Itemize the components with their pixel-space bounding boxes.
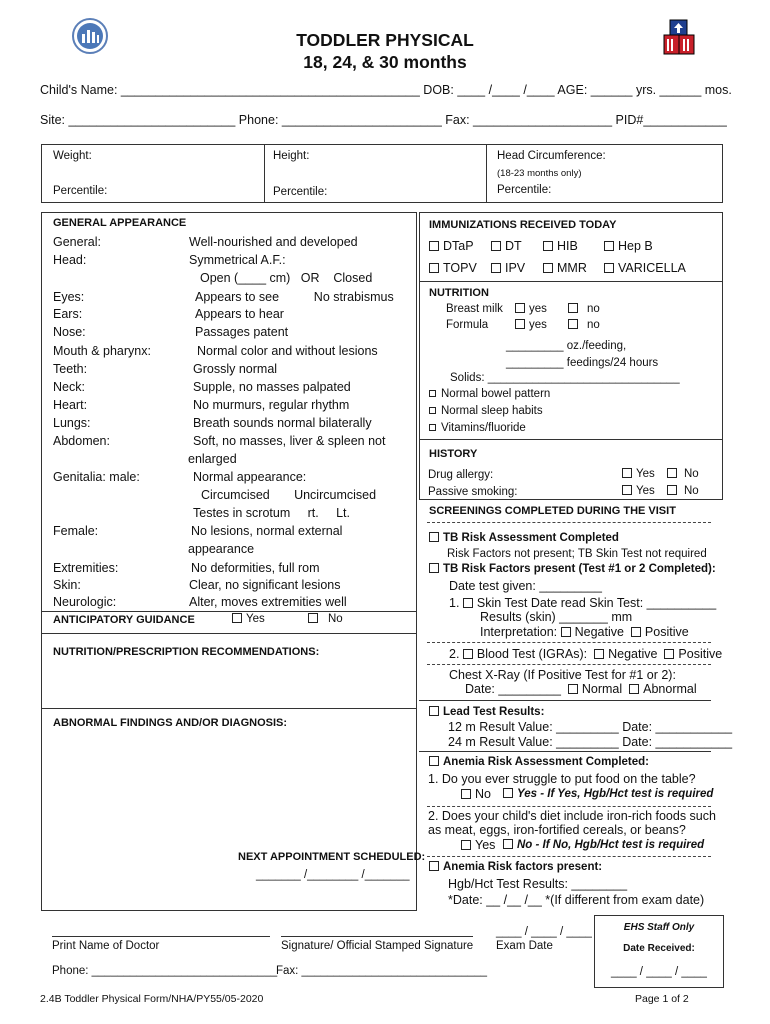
page-number: Page 1 of 2 bbox=[635, 993, 689, 1005]
row-value-genitalia-male[interactable]: Normal appearance: bbox=[193, 470, 307, 484]
checkbox-icon[interactable] bbox=[429, 756, 439, 766]
row-value-skin[interactable]: Clear, no significant lesions bbox=[189, 578, 341, 592]
checkbox-icon[interactable] bbox=[463, 598, 473, 608]
tb-assessment-completed[interactable]: TB Risk Assessment Completed bbox=[429, 532, 619, 544]
passive-smoking-label: Passive smoking: bbox=[428, 486, 518, 498]
anemia-risk-factors-present[interactable]: Anemia Risk factors present: bbox=[429, 861, 602, 873]
abnormal-findings-label[interactable]: ABNORMAL FINDINGS AND/OR DIAGNOSIS: bbox=[53, 717, 288, 729]
drug-allergy-yes[interactable]: Yes bbox=[622, 468, 655, 480]
nutrition-heading: NUTRITION bbox=[429, 287, 489, 299]
hgb-hct-results[interactable]: Hgb/Hct Test Results: ________ bbox=[448, 877, 628, 891]
checkbox-icon[interactable] bbox=[515, 319, 525, 329]
oz-per-feeding[interactable]: _________ oz./feeding, bbox=[506, 340, 627, 352]
row-value-fontanel[interactable]: Open (____ cm) OR Closed bbox=[200, 271, 373, 285]
tb-date-given[interactable]: Date test given: _________ bbox=[449, 579, 602, 593]
drug-allergy-no[interactable]: No bbox=[667, 468, 699, 480]
general-appearance-heading: GENERAL APPEARANCE bbox=[53, 217, 187, 229]
checkbox-icon[interactable] bbox=[515, 303, 525, 313]
tb-factors-present[interactable]: TB Risk Factors present (Test #1 or 2 Completed): bbox=[429, 563, 716, 575]
checkbox-icon[interactable] bbox=[631, 627, 641, 637]
checkbox-icon[interactable] bbox=[622, 485, 632, 495]
row-value-ears[interactable]: Appears to hear bbox=[195, 307, 284, 321]
immunizations-heading: IMMUNIZATIONS RECEIVED TODAY bbox=[429, 219, 617, 231]
row-value-nose[interactable]: Passages patent bbox=[195, 325, 289, 339]
row-label-neck: Neck: bbox=[53, 380, 85, 394]
row-label-general: General: bbox=[53, 235, 101, 249]
tb-skin-results[interactable]: Results (skin) _______ mm bbox=[480, 610, 633, 624]
weight-field[interactable]: Weight: bbox=[53, 150, 92, 162]
row-label-lungs: Lungs: bbox=[53, 416, 91, 430]
imm-hepb[interactable]: Hep B bbox=[604, 239, 653, 253]
breast-milk-yes[interactable]: yes bbox=[515, 303, 547, 315]
checkbox-icon[interactable] bbox=[667, 485, 677, 495]
next-appointment-label: NEXT APPOINTMENT SCHEDULED: bbox=[238, 851, 426, 863]
checkbox-icon[interactable] bbox=[429, 861, 439, 871]
row-value-teeth[interactable]: Grossly normal bbox=[193, 362, 278, 376]
row-label-eyes: Eyes: bbox=[53, 290, 85, 304]
anemia-assessment-completed[interactable]: Anemia Risk Assessment Completed: bbox=[429, 756, 649, 768]
checkbox-icon[interactable] bbox=[543, 241, 553, 251]
row-label-extremities: Extremities: bbox=[53, 561, 119, 575]
checkbox-icon[interactable] bbox=[594, 649, 604, 659]
checkbox-icon[interactable] bbox=[568, 319, 578, 329]
formula-yes[interactable]: yes bbox=[515, 319, 547, 331]
nutrition-item-sleep[interactable]: Normal sleep habits bbox=[429, 405, 543, 417]
checkbox-icon[interactable] bbox=[667, 468, 677, 478]
checkbox-icon[interactable] bbox=[429, 706, 439, 716]
footer-phone-field[interactable]: Phone: _____________________________ bbox=[52, 965, 278, 977]
checkbox-icon[interactable] bbox=[491, 241, 501, 251]
checkbox-icon[interactable] bbox=[429, 263, 439, 273]
nutrition-item-bowel[interactable]: Normal bowel pattern bbox=[429, 388, 550, 400]
weight-percentile-field[interactable]: Percentile: bbox=[53, 185, 108, 197]
checkbox-icon[interactable] bbox=[568, 303, 578, 313]
row-value-general[interactable]: Well-nourished and developed bbox=[189, 235, 358, 249]
breast-milk-no[interactable]: no bbox=[568, 303, 600, 315]
checkbox-icon[interactable] bbox=[429, 563, 439, 573]
lead-test-results[interactable]: Lead Test Results: bbox=[429, 706, 544, 718]
row-value-female-cont: appearance bbox=[188, 542, 255, 556]
screenings-heading: SCREENINGS COMPLETED DURING THE VISIT bbox=[429, 505, 676, 517]
row-value-lungs[interactable]: Breath sounds normal bilaterally bbox=[193, 416, 372, 430]
measurements-table bbox=[41, 144, 723, 203]
anticipatory-guidance-label: ANTICIPATORY GUIDANCE bbox=[53, 614, 195, 626]
checkbox-icon[interactable] bbox=[461, 840, 471, 850]
anemia-q2-no[interactable]: No - If No, Hgb/Hct test is required bbox=[503, 839, 704, 851]
checkbox-icon[interactable] bbox=[604, 263, 614, 273]
imm-varicella[interactable]: VARICELLA bbox=[604, 261, 686, 275]
row-value-testes[interactable]: Testes in scrotum rt. Lt. bbox=[193, 506, 350, 520]
row-value-circumcised[interactable]: Circumcised Uncircumcised bbox=[201, 488, 377, 502]
child-info-line[interactable]: Child's Name: ___________________________________________ DOB: ____ /____ /____ AGE: ______ yrs. ______ mos. bbox=[40, 83, 732, 97]
checkbox-icon[interactable] bbox=[503, 839, 513, 849]
checkbox-icon[interactable] bbox=[568, 684, 578, 694]
passive-smoking-no[interactable]: No bbox=[667, 485, 699, 497]
checkbox-icon[interactable] bbox=[461, 789, 471, 799]
page-subtitle: 18, 24, & 30 months bbox=[303, 52, 467, 72]
anemia-question-2b: as meat, eggs, iron-fortified cereals, or beans? bbox=[428, 823, 686, 837]
breast-milk-label: Breast milk bbox=[446, 303, 503, 315]
row-label-genitalia-male: Genitalia: male: bbox=[53, 470, 140, 484]
row-value-eyes[interactable]: Appears to see No strabismus bbox=[195, 290, 394, 304]
row-label-mouth: Mouth & pharynx: bbox=[53, 344, 151, 358]
row-label-nose: Nose: bbox=[53, 325, 86, 339]
checkbox-icon[interactable] bbox=[491, 263, 501, 273]
feedings-per-day[interactable]: _________ feedings/24 hours bbox=[506, 357, 659, 369]
head-percentile-field[interactable]: Percentile: bbox=[497, 184, 552, 196]
formula-no[interactable]: no bbox=[568, 319, 600, 331]
imm-dtap[interactable]: DTaP bbox=[429, 239, 474, 253]
formula-label: Formula bbox=[446, 319, 489, 331]
checkbox-icon[interactable] bbox=[463, 649, 473, 659]
ehs-staff-label: EHS Staff Only bbox=[623, 922, 695, 933]
row-label-abdomen: Abdomen: bbox=[53, 434, 110, 448]
head-circumference-note: (18-23 months only) bbox=[497, 168, 582, 179]
date-received-label: Date Received: bbox=[623, 943, 695, 954]
checkbox-icon[interactable] bbox=[543, 263, 553, 273]
checkbox-icon[interactable] bbox=[232, 613, 242, 623]
imm-mmr[interactable]: MMR bbox=[543, 261, 587, 275]
lead-24m-result[interactable]: 24 m Result Value: _________ Date: ___________ bbox=[448, 735, 733, 749]
solids-field[interactable]: Solids: ______________________________ bbox=[450, 372, 680, 384]
height-percentile-field[interactable]: Percentile: bbox=[273, 186, 328, 198]
row-value-neurologic[interactable]: Alter, moves extremities well bbox=[189, 595, 347, 609]
checkbox-icon[interactable] bbox=[429, 390, 436, 397]
imm-dt[interactable]: DT bbox=[491, 239, 522, 253]
checkbox-icon[interactable] bbox=[429, 407, 436, 414]
anemia-q2-yes[interactable]: Yes bbox=[461, 838, 495, 852]
row-label-female: Female: bbox=[53, 524, 99, 538]
chest-xray: Chest X-Ray (If Positive Test for #1 or 2): bbox=[449, 668, 676, 682]
row-label-teeth: Teeth: bbox=[53, 362, 88, 376]
row-label-heart: Heart: bbox=[53, 398, 88, 412]
checkbox-icon[interactable] bbox=[561, 627, 571, 637]
checkbox-icon[interactable] bbox=[629, 684, 639, 694]
checkbox-icon[interactable] bbox=[429, 241, 439, 251]
anticipatory-no[interactable]: No bbox=[308, 613, 343, 625]
next-appointment-date[interactable]: _______ /________ /_______ bbox=[256, 869, 410, 881]
row-label-skin: Skin: bbox=[53, 578, 81, 592]
row-value-head[interactable]: Symmetrical A.F.: bbox=[189, 253, 286, 267]
imm-topv[interactable]: TOPV bbox=[429, 261, 477, 275]
row-value-female[interactable]: No lesions, normal external bbox=[191, 524, 343, 538]
print-name-label: Print Name of Doctor bbox=[52, 940, 160, 952]
chest-xray-date[interactable]: Date: _________ Normal Abnormal bbox=[465, 682, 697, 696]
checkbox-icon[interactable] bbox=[604, 241, 614, 251]
lead-12m-result[interactable]: 12 m Result Value: _________ Date: ___________ bbox=[448, 720, 733, 734]
tb-blood-test[interactable]: 2. Blood Test (IGRAs): Negative Positive bbox=[449, 647, 723, 661]
site-info-line[interactable]: Site: ________________________ Phone: _______________________ Fax: ____________________ PID#____________ bbox=[40, 113, 727, 127]
exam-date-label: Exam Date bbox=[496, 940, 553, 952]
row-value-neck[interactable]: Supple, no masses palpated bbox=[193, 380, 351, 394]
nutrition-item-vitamins[interactable]: Vitamins/fluoride bbox=[429, 422, 526, 434]
row-value-abdomen-cont: enlarged bbox=[188, 452, 237, 466]
tb-not-present: Risk Factors not present; TB Skin Test not required bbox=[447, 548, 707, 560]
date-received-field[interactable]: ____ / ____ / ____ bbox=[611, 966, 707, 978]
imm-ipv[interactable]: IPV bbox=[491, 261, 525, 275]
row-label-neurologic: Neurologic: bbox=[53, 595, 117, 609]
tb-interpretation[interactable]: Interpretation: Negative Positive bbox=[480, 625, 689, 639]
height-field[interactable]: Height: bbox=[273, 150, 310, 162]
history-heading: HISTORY bbox=[429, 448, 478, 460]
checkbox-icon[interactable] bbox=[664, 649, 674, 659]
passive-smoking-yes[interactable]: Yes bbox=[622, 485, 655, 497]
checkbox-icon[interactable] bbox=[503, 788, 513, 798]
row-value-heart[interactable]: No murmurs, regular rhythm bbox=[193, 398, 350, 412]
anticipatory-yes[interactable]: Yes bbox=[232, 613, 265, 625]
form-id: 2.4B Toddler Physical Form/NHA/PY55/05-2020 bbox=[40, 993, 264, 1005]
checkbox-icon[interactable] bbox=[429, 532, 439, 542]
nutrition-rx-label[interactable]: NUTRITION/PRESCRIPTION RECOMMENDATIONS: bbox=[53, 646, 320, 658]
checkbox-icon[interactable] bbox=[429, 424, 436, 431]
page-title: TODDLER PHYSICAL bbox=[296, 30, 474, 50]
exam-date-field[interactable]: ____ / ____ / ____ bbox=[496, 926, 592, 938]
row-label-ears: Ears: bbox=[53, 307, 83, 321]
anemia-q1-no[interactable]: No bbox=[461, 787, 491, 801]
checkbox-icon[interactable] bbox=[308, 613, 318, 623]
imm-hib[interactable]: HIB bbox=[543, 239, 578, 253]
anemia-question-1: 1. Do you ever struggle to put food on the table? bbox=[428, 772, 696, 786]
checkbox-icon[interactable] bbox=[622, 468, 632, 478]
row-value-abdomen[interactable]: Soft, no masses, liver & spleen not bbox=[193, 434, 386, 448]
row-value-mouth[interactable]: Normal color and without lesions bbox=[197, 344, 378, 358]
tb-skin-test[interactable]: 1. Skin Test Date read Skin Test: __________ bbox=[449, 596, 717, 610]
anemia-q1-yes[interactable]: Yes - If Yes, Hgb/Hct test is required bbox=[503, 788, 713, 800]
head-circumference-field[interactable]: Head Circumference: bbox=[497, 150, 606, 162]
hgb-hct-date[interactable]: *Date: __ /__ /__ *(If different from exam date) bbox=[448, 893, 705, 907]
signature-label: Signature/ Official Stamped Signature bbox=[281, 940, 474, 952]
row-value-extremities[interactable]: No deformities, full rom bbox=[191, 561, 320, 575]
anemia-question-2a: 2. Does your child's diet include iron-rich foods such bbox=[428, 809, 716, 823]
row-label-head: Head: bbox=[53, 253, 87, 267]
drug-allergy-label: Drug allergy: bbox=[428, 469, 494, 481]
footer-fax-field[interactable]: Fax: _____________________________ bbox=[276, 965, 488, 977]
